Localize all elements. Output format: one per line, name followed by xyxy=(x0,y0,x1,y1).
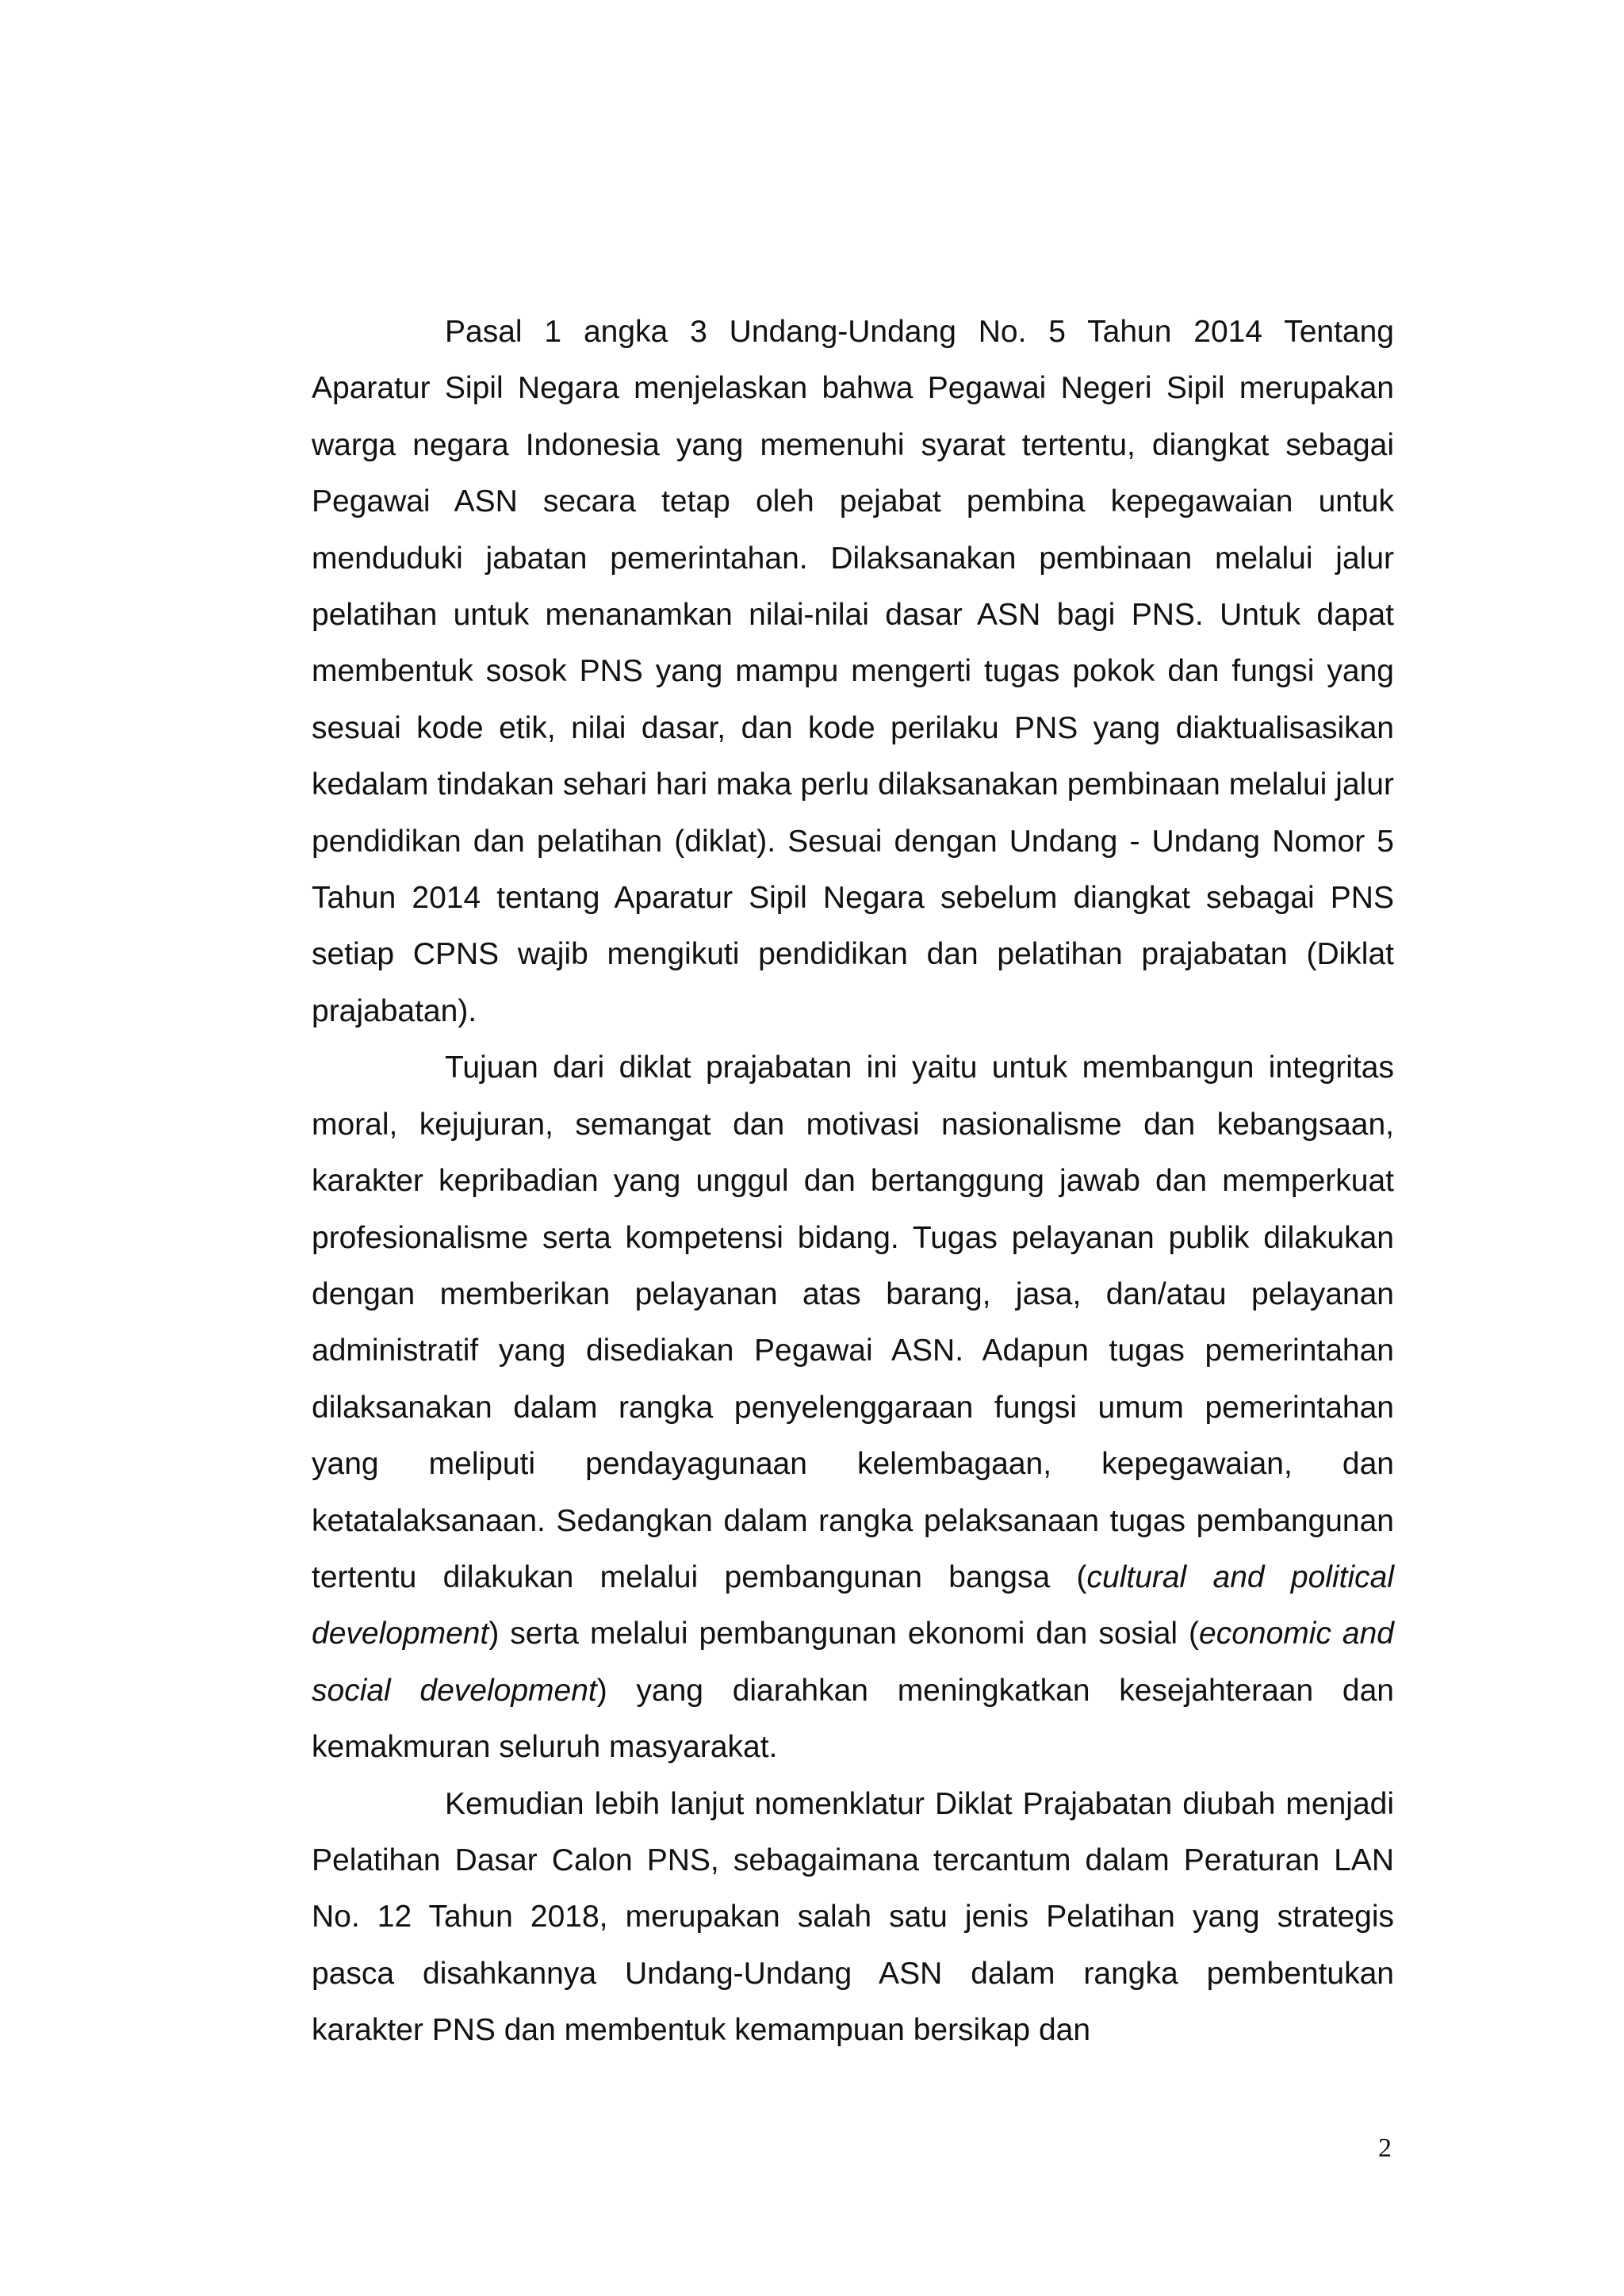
paragraph-3 xyxy=(312,1776,1394,2059)
paragraph-2 xyxy=(312,1039,1394,1775)
page-number: 2 xyxy=(1378,2133,1392,2163)
paragraph-1 xyxy=(312,304,1394,1039)
paragraph-2-text-1: Tujuan dari diklat prajabatan ini yaitu untuk membangun integritas moral, kejujuran, semangat dan motivasi nasionalisme dan kebangsaan, karakter kepribadian yang unggul dan bertanggung jawab dan memperkuat profesionalisme serta kompetensi bidang. Tugas pelayanan publik dilakukan dengan memberikan pelayanan atas barang, jasa, dan/atau pelayanan administratif yang disediakan Pegawai ASN. Adapun tugas pemerintahan dilaksanakan dalam rangka penyelenggaraan fungsi umum pemerintahan yang meliputi pendayagunaan kelembagaan, kepegawaian, dan ketatalaksanaan. Sedangkan dalam rangka pelaksanaan tugas pembangunan tertentu dilakukan melalui pembangunan bangsa ( xyxy=(312,1050,1394,1594)
paragraph-3-text: Kemudian lebih lanjut nomenklatur Diklat Prajabatan diubah menjadi Pelatihan Dasar Calon PNS, sebagaimana tercantum dalam Peraturan LAN No. 12 Tahun 2018, merupakan salah satu jenis Pelatihan yang strategis pasca disahkannya Undang-Undang ASN dalam rangka pembentukan karakter PNS dan membentuk kemampuan bersikap dan xyxy=(312,1786,1394,2048)
paragraph-2-italic-term-2: economic and social development xyxy=(312,1617,1394,1708)
paragraph-1-text: Pasal 1 angka 3 Undang-Undang No. 5 Tahun 2014 Tentang Aparatur Sipil Negara menjelaskan bahwa Pegawai Negeri Sipil merupakan warga negara Indonesia yang memenuhi syarat tertentu, diangkat sebagai Pegawai ASN secara tetap oleh pejabat pembina kepegawaian untuk menduduki jabatan pemerintahan. Dilaksanakan pembinaan melalui jalur pelatihan untuk menanamkan nilai-nilai dasar ASN bagi PNS. Untuk dapat membentuk sosok PNS yang mampu mengerti tugas pokok dan fungsi yang sesuai kode etik, nilai dasar, dan kode perilaku PNS yang diaktualisasikan kedalam tindakan sehari hari maka perlu dilaksanakan pembinaan melalui jalur pendidikan dan pelatihan (diklat). Sesuai dengan Undang - Undang Nomor 5 Tahun 2014 tentang Aparatur Sipil Negara sebelum diangkat sebagai PNS setiap CPNS wajib mengikuti pendidikan dan pelatihan prajabatan (Diklat prajabatan). xyxy=(312,315,1394,1028)
paragraph-2-text-3: ) yang diarahkan meningkatkan kesejahteraan dan kemakmuran seluruh masyarakat. xyxy=(312,1673,1394,1765)
paragraph-2-text-2: ) serta melalui pembangunan ekonomi dan sosial ( xyxy=(488,1617,1200,1651)
page-body xyxy=(312,304,1394,2059)
paragraph-2-italic-term-1: cultural and political development xyxy=(312,1559,1394,1651)
